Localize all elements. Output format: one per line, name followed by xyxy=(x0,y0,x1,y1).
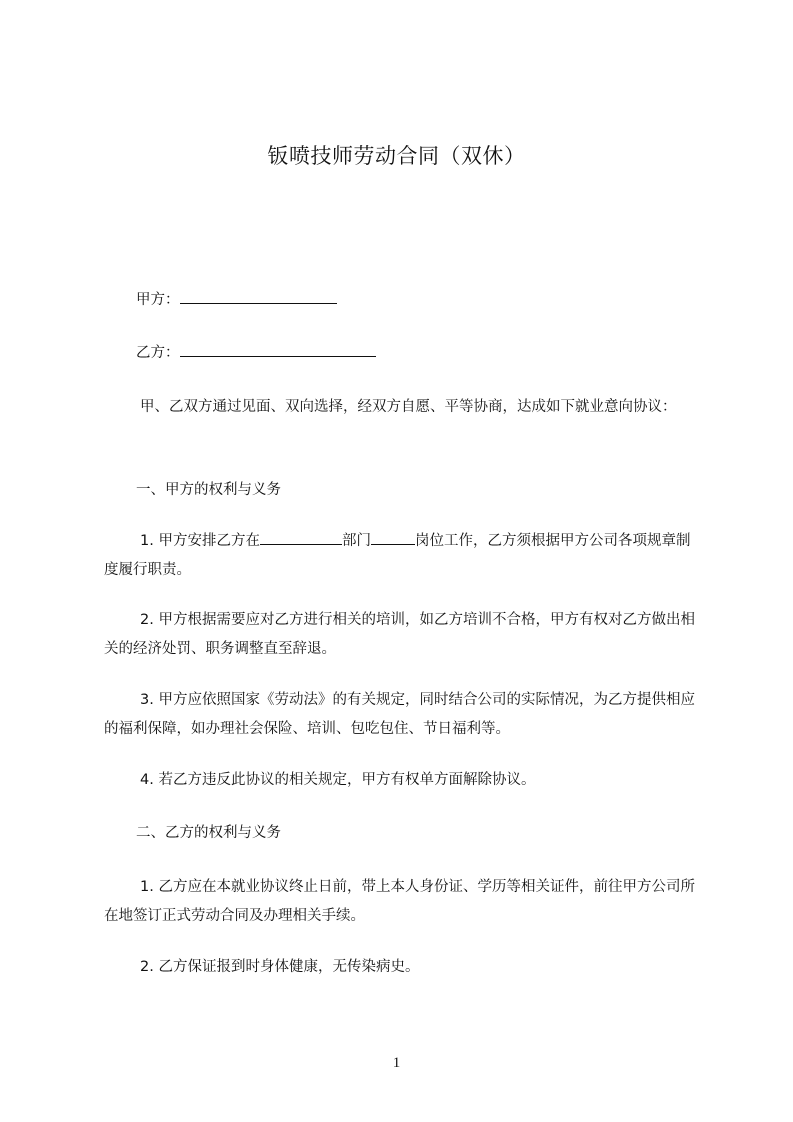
section1-item1 xyxy=(104,527,704,585)
section2-item1: 1. 乙方应在本就业协议终止日前，带上本人身份证、学历等相关证件，前往甲方公司所在地签订正式劳动合同及办理相关手续。 xyxy=(104,879,695,924)
s1-item1-part1: 1. 甲方安排乙方在 xyxy=(140,533,260,549)
position-blank[interactable] xyxy=(371,530,415,545)
page-number: 1 xyxy=(392,1055,401,1071)
section2-item2: 2. 乙方保证报到时身体健康，无传染病史。 xyxy=(140,959,420,975)
document-title: 钣喷技师劳动合同（双休） xyxy=(267,144,526,168)
section1-item3: 3. 甲方应依照国家《劳动法》的有关规定，同时结合公司的实际情况，为乙方提供相应的福利保障，如办理社会保险、培训、包吃包住、节日福利等。 xyxy=(104,692,695,737)
s1-item1-part3: 岗位工作，乙方须根据甲方公司各项规章制度履行职责。 xyxy=(104,533,691,578)
party-b-blank[interactable] xyxy=(180,342,376,357)
section1-item2: 2. 甲方根据需要应对乙方进行相关的培训，如乙方培训不合格，甲方有权对乙方做出相关的经济处罚、职务调整直至辞退。 xyxy=(104,612,695,657)
section1-item4: 4. 若乙方违反此协议的相关规定，甲方有权单方面解除协议。 xyxy=(140,772,536,788)
section2-heading: 二、乙方的权利与义务 xyxy=(136,825,281,841)
party-a-label: 甲方： xyxy=(136,292,180,308)
party-b-label: 乙方： xyxy=(136,345,180,361)
party-a-blank[interactable] xyxy=(180,289,337,304)
section1-heading: 一、甲方的权利与义务 xyxy=(136,482,281,498)
s1-item1-part2: 部门 xyxy=(341,533,371,549)
party-b-line xyxy=(104,339,736,368)
party-a-line xyxy=(104,286,736,315)
intro-paragraph: 甲、乙双方通过见面、双向选择，经双方自愿、平等协商，达成如下就业意向协议： xyxy=(140,399,677,415)
department-blank[interactable] xyxy=(260,530,342,545)
